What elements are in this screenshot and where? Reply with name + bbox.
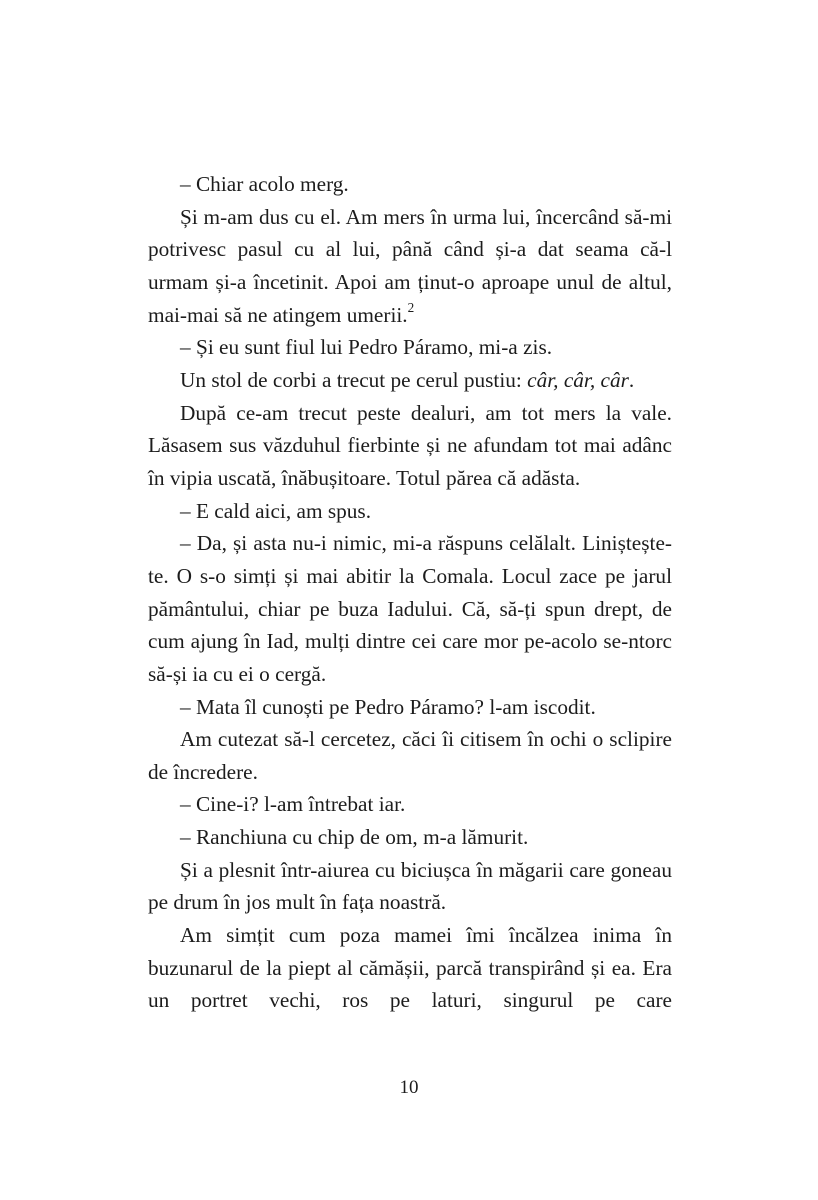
paragraph	[148, 788, 672, 821]
paragraph	[148, 495, 672, 528]
paragraph-text: – E cald aici, am spus.	[180, 498, 372, 523]
paragraph	[148, 854, 672, 919]
paragraph	[148, 691, 672, 724]
paragraph-text: Am cutezat să-l cercetez, căci îi citisem în ochi o sclipire de încredere.	[148, 727, 672, 784]
paragraph-text: După ce-am trecut peste dealuri, am tot mers la vale. Lăsasem sus văzduhul fierbinte și ne afundam tot mai adânc în vipia uscată, înăbușitoare. Totul părea că adăsta.	[148, 400, 672, 490]
paragraph-text: Un stol de corbi a trecut pe cerul pustiu:	[180, 367, 528, 392]
paragraph	[148, 723, 672, 788]
paragraph-text: – Da, și asta nu-i nimic, mi-a răspuns celălalt. Liniștește-te. O s-o simți și mai abitir la Comala. Locul zace pe jarul pământului, chiar pe buza Iadului. Că, să-ți spun drept, de cum ajung în Iad, mulți dintre cei care mor pe-acolo se-ntorc să-și ia cu ei o cergă.	[148, 531, 672, 686]
paragraph	[148, 397, 672, 495]
paragraph-text: – Mata îl cunoști pe Pedro Páramo? l-am iscodit.	[180, 694, 596, 719]
paragraph	[148, 168, 672, 201]
paragraph-text: – Ranchiuna cu chip de om, m-a lămurit.	[180, 825, 529, 850]
paragraph	[148, 201, 672, 332]
paragraph-text: .	[628, 367, 635, 392]
paragraph-text: – Chiar acolo merg.	[180, 172, 349, 196]
paragraph-text: Și m-am dus cu el. Am mers în urma lui, încercând să-mi potrivesc pasul cu al lui, până când și-a dat seama că-l urmam și-a încetinit. Apoi am ținut-o aproape unul de altul, mai-mai să ne atingem umerii.	[148, 204, 672, 327]
body-text	[148, 168, 672, 1017]
footnote-marker: 2	[407, 300, 415, 316]
paragraph	[148, 364, 672, 397]
paragraph	[148, 527, 672, 690]
paragraph-text: Și a plesnit într-aiurea cu biciușca în măgarii care goneau pe drum în jos mult în fața noastră.	[148, 857, 672, 915]
paragraph-text: – Și eu sunt fiul lui Pedro Páramo, mi-a zis.	[180, 335, 553, 360]
paragraph-text: Am simțit cum poza mamei îmi încălzea inima în buzunarul de la piept al cămășii, parcă transpirând și ea. Era un portret vechi, ros pe laturi, singurul pe care	[148, 923, 672, 1013]
paragraph-text: – Cine-i? l-am întrebat iar.	[180, 792, 406, 817]
italic-onomatopoeia: câr, câr, câr	[527, 367, 629, 392]
page-number: 10	[399, 1077, 419, 1098]
paragraph	[148, 331, 672, 364]
paragraph	[148, 919, 672, 1017]
paragraph	[148, 821, 672, 854]
